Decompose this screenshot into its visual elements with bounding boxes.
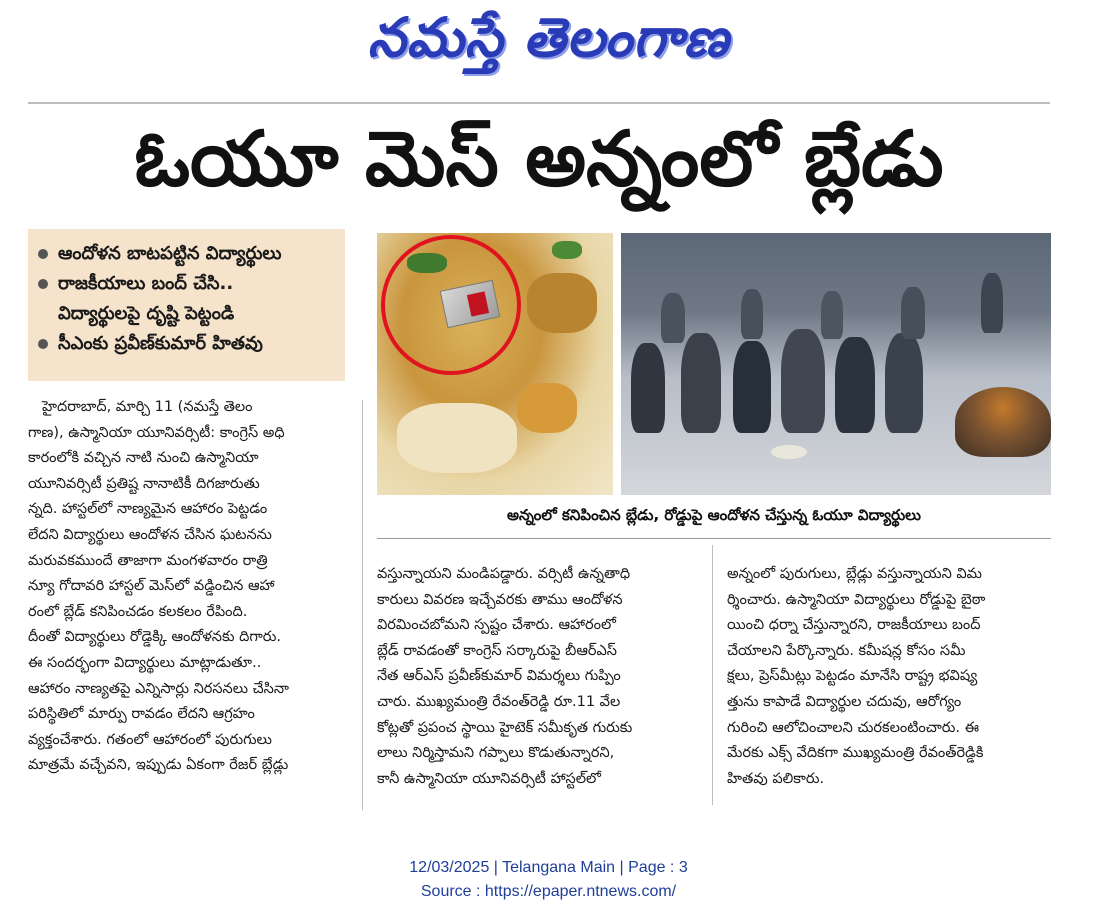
article-line: దీంతో విద్యార్థులు రోడ్డెక్కి ఆందోళనకు దిగారు. — [28, 629, 281, 646]
article-line: మాత్రమే వచ్చేవని, ఇప్పుడు ఏకంగా రేజర్ బ్లేడ్లు — [28, 757, 289, 774]
article-line: రంలో బ్లేడ్ కనిపించడం కలకలం రేపింది. — [28, 603, 248, 620]
article-line: న్యూ గోదావరి హాస్టల్ మెస్‌లో వడ్డించిన ఆహా — [28, 578, 275, 595]
article-line: చారు. ముఖ్యమంత్రి రేవంత్‌రెడ్డి రూ.11 వేల — [377, 693, 621, 710]
photo-detail — [631, 343, 665, 433]
highlight-text: రాజకీయాలు బంద్ చేసి.. — [58, 273, 234, 294]
article-line: కానీ ఉస్మానియా యూనివర్సిటీ హాస్టల్‌లో — [377, 770, 601, 787]
article-line: న్నది. హాస్టల్‌లో నాణ్యమైన ఆహారం పెట్టడం — [28, 501, 268, 518]
footer-edition: 12/03/2025 | Telangana Main | Page : 3 — [409, 859, 688, 876]
article-line: హైదరాబాద్, మార్చి 11 (నమస్తే తెలం — [42, 399, 253, 415]
article-line: నేత ఆర్‌ఎస్ ప్రవీణ్‌కుమార్ విమర్శలు గుప్పిం — [377, 668, 621, 685]
bullet-spacer — [38, 309, 48, 319]
bullet-icon — [38, 279, 48, 289]
article-column-3 — [727, 562, 1051, 792]
article-line: చేయాలని పేర్కొన్నారు. కమీషన్ల కోసం సమీ — [727, 642, 966, 659]
highlight-item — [38, 269, 337, 299]
article-line: కారులు వివరణ ఇచ్చేవరకు తాము ఆందోళన — [377, 591, 623, 608]
highlight-item — [38, 299, 337, 329]
article-line: గురించి ఆలోచించాలని చురకలంటించారు. ఈ — [727, 719, 979, 736]
article-line: వస్తున్నాయని మండిపడ్డారు. వర్సిటీ ఉన్నతాధి — [377, 566, 631, 582]
protest-photo — [621, 233, 1051, 495]
article-line: వ్యక్తంచేశారు. గతంలో ఆహారంలో పురుగులు — [28, 731, 272, 748]
photo-detail — [517, 383, 577, 433]
bullet-icon — [38, 249, 48, 259]
article-line: హితవు పలికారు. — [727, 770, 825, 787]
article-line: గాణ), ఉస్మానియా యూనివర్సిటీ: కాంగ్రెస్ అధి — [28, 424, 285, 441]
photo-detail — [781, 329, 825, 433]
article-line: యించి ధర్నా చేస్తున్నారని, రాజకీయాలు బంద్ — [727, 617, 981, 634]
highlight-text: విద్యార్థులపై దృష్టి పెట్టండి — [58, 303, 235, 324]
highlight-item — [38, 239, 337, 269]
article-line: మరువకముందే తాజాగా మంగళవారం రాత్రి — [28, 552, 268, 569]
article-line: లాలు నిర్మిస్తామని గప్పాలు కొడుతున్నారని, — [377, 745, 615, 762]
photo-detail — [397, 403, 517, 473]
caption-rule — [377, 538, 1051, 539]
photo-detail — [681, 333, 721, 433]
photo-detail — [733, 341, 771, 433]
highlight-text: సీఎంకు ప్రవీణ్‌కుమార్ హితవు — [58, 333, 263, 354]
article-column-1 — [28, 395, 347, 779]
photo-detail — [741, 289, 763, 339]
plate — [771, 445, 807, 459]
article-line: బ్లేడ్ రావడంతో కాంగ్రెస్ సర్కారుపై బీఆర్‌ఎస్ — [377, 642, 617, 659]
photo-detail — [835, 337, 875, 433]
photo-detail — [885, 333, 923, 433]
highlight-item — [38, 329, 337, 359]
article-line: విరమించబోమని స్పష్టం చేశారు. ఆహారంలో — [377, 617, 616, 634]
photo-detail — [901, 287, 925, 339]
highlights-box — [28, 229, 345, 381]
article-line: ర్శించారు. ఉస్మానియా విద్యార్థులు రోడ్డుపై బైఠా — [727, 591, 986, 608]
article-line: అన్నంలో పురుగులు, బ్లేడ్లు వస్తున్నాయని విమ — [727, 566, 983, 582]
article-line: కారంలోకి వచ్చిన నాటి నుంచి ఉస్మానియా — [28, 450, 259, 467]
article-line: కోట్లతో ప్రపంచ స్థాయి హైటెక్ సమీకృత గురుకు — [377, 719, 633, 736]
photo-detail — [821, 291, 843, 339]
photo-caption: అన్నంలో కనిపించిన బ్లేడు, రోడ్డుపై ఆందోళన చేస్తున్న ఓయూ విద్యార్థులు — [507, 506, 921, 524]
bullet-icon — [38, 339, 48, 349]
article-line: త్తును కాపాడే విద్యార్థుల చదువు, ఆరోగ్యం — [727, 693, 962, 710]
article-column-2 — [377, 562, 697, 792]
newspaper-logo: నమస్తే తెలంగాణ — [367, 5, 730, 69]
footer — [0, 856, 1097, 904]
photo-detail — [552, 241, 582, 259]
photo-detail — [981, 273, 1003, 333]
masthead — [0, 4, 1097, 84]
article-line: పరిస్థితిలో మార్పు రావడం లేదని ఆగ్రహం — [28, 706, 255, 723]
photo-detail — [527, 273, 597, 333]
column-divider — [712, 545, 713, 805]
highlight-text: ఆందోళన బాటపట్టిన విద్యార్థులు — [58, 243, 282, 264]
article-line: క్షలు, ప్రెస్‌మీట్లు పెట్టడం మానేసి రాష్ట్ర భవిష్య — [727, 668, 978, 685]
article-line: లేదని విద్యార్థులు ఆందోళన చేసిన ఘటనను — [28, 526, 272, 543]
column-divider — [362, 400, 363, 810]
article-line: ఈ సందర్భంగా విద్యార్థులు మాట్లాడుతూ.. — [28, 654, 262, 671]
article-line: మేరకు ఎక్స్ వేదికగా ముఖ్యమంత్రి రేవంత్‌రెడ్డికి — [727, 745, 984, 762]
masthead-rule — [28, 102, 1050, 104]
article-line: యూనివర్సిటీ ప్రతిష్ట నానాటికీ దిగజారుతు — [28, 475, 260, 492]
cooking-pot — [955, 387, 1051, 457]
article-line: ఆహారం నాణ్యతపై ఎన్నిసార్లు నిరసనలు చేసినా — [28, 680, 289, 697]
headline: ఓయూ మెస్ అన్నంలో బ్లేడు — [134, 118, 944, 203]
food-photo — [377, 233, 613, 495]
highlight-circle — [381, 235, 521, 375]
photo-detail — [661, 293, 685, 343]
footer-source-link[interactable]: Source : https://epaper.ntnews.com/ — [420, 883, 677, 900]
